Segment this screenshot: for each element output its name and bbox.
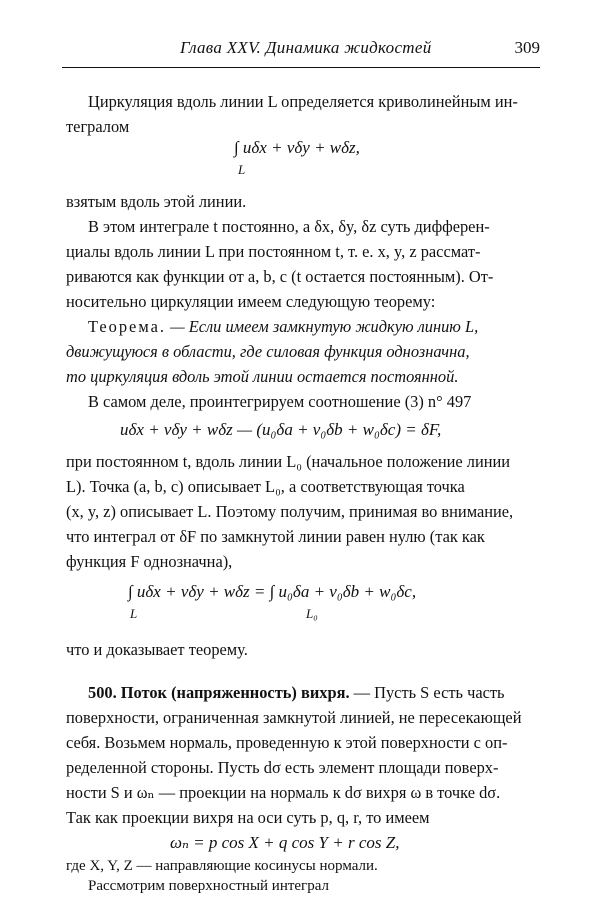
text-line: функция F однозначна), xyxy=(66,552,233,571)
text-line: что интеграл от δF по замкнутой линии равен нулю (так как xyxy=(66,527,485,546)
text-line: циалы вдоль линии L при постоянном t, т. е. x, y, z рассмат- xyxy=(66,242,481,261)
text-line: при постоянном t, вдоль линии L₀ (начальное положение линии xyxy=(66,452,511,471)
text-line: ределенной стороны. Пусть dσ есть элемент площади поверх- xyxy=(66,758,499,777)
text-line: В самом деле, проинтегрируем соотношение (3) n° 497 xyxy=(88,392,472,411)
formula-subscript: L xyxy=(238,162,246,177)
text-line: риваются как функции от a, b, c (t остается постоянным). От- xyxy=(66,267,494,286)
formula-projection: ωₙ = p cos X + q cos Y + r cos Z, xyxy=(170,833,400,852)
page-number: 309 xyxy=(514,38,540,57)
text-line: L). Точка (a, b, c) описывает L₀, а соответствующая точка xyxy=(66,477,465,496)
formula-integrals: ∫ uδx + vδy + wδz = ∫ u₀δa + v₀δb + w₀δc, xyxy=(128,582,417,601)
section-heading: 500. Поток (напряженность) вихря. xyxy=(88,683,350,702)
text-line: тегралом xyxy=(66,117,130,136)
section-text: — Пусть S есть часть xyxy=(353,683,505,702)
theorem-text: — Если имеем замкнутую жидкую линию L, xyxy=(170,317,479,336)
header-rule xyxy=(62,67,540,68)
text-line: Так как проекции вихря на оси суть p, q, r, то имеем xyxy=(66,808,430,827)
text-line: взятым вдоль этой линии. xyxy=(66,192,247,211)
theorem-label: Теорема. xyxy=(88,317,166,336)
text-line: что и доказывает теорему. xyxy=(66,640,248,659)
theorem-line: движущуюся в области, где силовая функция однозначна, xyxy=(66,342,470,361)
formula-subscript: L₀ xyxy=(306,606,318,621)
text-line: ности S и ωₙ — проекции на нормаль к dσ вихря ω в точке dσ. xyxy=(66,783,501,802)
text-line: (x, y, z) описывает L. Поэтому получим, принимая во внимание, xyxy=(66,502,514,521)
text-line: где X, Y, Z — направляющие косинусы нормали. xyxy=(66,858,378,874)
text-line: носительно циркуляции имеем следующую теорему: xyxy=(66,292,436,311)
theorem-line xyxy=(88,317,478,337)
running-header xyxy=(62,38,540,62)
theorem-line: то циркуляция вдоль этой линии остается постоянной. xyxy=(66,367,459,386)
formula-subscript: L xyxy=(130,606,138,621)
formula-circulation: ∫ uδx + vδy + wδz, xyxy=(234,138,360,157)
text-line: себя. Возьмем нормаль, проведенную к этой поверхности с оп- xyxy=(66,733,508,752)
text-line: Рассмотрим поверхностный интеграл xyxy=(88,878,329,894)
text-line: поверхности, ограниченная замкнутой линией, не пересекающей xyxy=(66,708,522,727)
section-heading-line xyxy=(88,683,505,703)
text-line: В этом интеграле t постоянно, а δx, δy, δz суть дифферен- xyxy=(88,217,490,236)
chapter-title: Глава XXV. Динамика жидкостей xyxy=(180,38,432,57)
text-line: Циркуляция вдоль линии L определяется криволинейным ин- xyxy=(88,92,518,111)
formula-relation: uδx + vδy + wδz — (u₀δa + v₀δb + w₀δc) = δF, xyxy=(120,420,442,439)
